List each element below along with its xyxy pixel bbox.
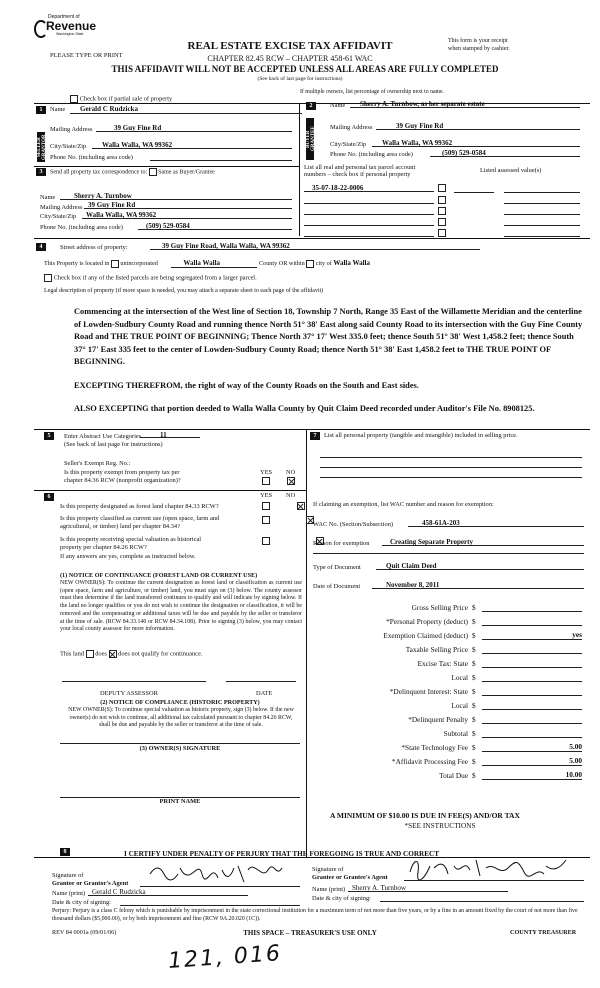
partial-sale-check[interactable] — [70, 95, 172, 103]
section-5-number: 5 — [44, 432, 54, 440]
deputy-date-label: DATE — [256, 690, 273, 697]
section-8-number: 8 — [60, 848, 70, 856]
city-field[interactable]: Walla Walla — [333, 259, 370, 267]
notice-2-body: NEW OWNER(S): To continue special valuation as historic property, sign (3) below. If the new owner(s) do not wish to continue, all additional tax calculated pursuant to chapter 84.26 RCW, shall be due and payable by the seller or transferor at the time of sale. — [68, 707, 294, 729]
grantee-name-field[interactable]: Sherry A. Turnbow — [348, 884, 508, 892]
segregated-checkbox[interactable] — [44, 274, 52, 282]
fee-currency: $ — [472, 757, 476, 766]
fee-label: *Personal Property (deduct) — [386, 617, 468, 626]
reason-line-2[interactable] — [313, 552, 584, 554]
fee-row — [310, 713, 586, 727]
legal-description-p2: EXCEPTING THEREFROM, the right of way of the County Roads on the South and East sides. — [74, 381, 419, 390]
parcel-5-personal-checkbox[interactable] — [438, 229, 446, 237]
legal-description-p3: ALSO EXCEPTING that portion deeded to Walla Walla County by Quit Claim Deed recorded under Auditor's File No. 8908125. — [74, 404, 535, 413]
fee-value[interactable]: 10.00 — [482, 770, 582, 780]
sec5-no-heading: NO — [286, 469, 296, 476]
fee-value[interactable] — [482, 714, 582, 724]
parcel-4-personal-checkbox[interactable] — [438, 218, 446, 226]
personal-property-label: List all personal property (tangible and intangible) included in selling price. — [324, 432, 518, 439]
forest-yes-checkbox[interactable] — [262, 502, 270, 510]
receipt-note-2: when stamped by cashier. — [448, 46, 510, 52]
grantee-name-label: Name (print) — [312, 886, 346, 893]
fee-row — [310, 755, 586, 769]
fee-row — [310, 727, 586, 741]
partial-sale-label: Check box if partial sale of property — [79, 95, 173, 103]
current-use-question-a: Is this property classified as current use (open space, farm and — [60, 515, 220, 522]
seller-city-field[interactable]: Walla Walla, WA 99362 — [92, 141, 292, 149]
fee-label: *Delinquent Penalty — [408, 715, 468, 724]
section-6-rule — [34, 490, 306, 491]
treasurer-use-only: THIS SPACE – TREASURER'S USE ONLY — [243, 929, 377, 937]
legal-description-label: Legal description of property (if more space is needed, you may attach a separate sheet to each page of the affidavit) — [44, 288, 324, 294]
historic-yes-checkbox[interactable] — [262, 537, 270, 545]
parcel-2-field[interactable] — [304, 197, 434, 204]
buyer-name-field[interactable]: Sherry A. Turnbow, as her separate estate — [350, 100, 580, 108]
corr-city-label: City/State/Zip — [40, 213, 77, 220]
section-6-number: 6 — [44, 493, 54, 501]
grantee-signature-scribble-icon — [404, 856, 584, 880]
fee-label: *Affidavit Processing Fee — [391, 757, 468, 766]
fee-currency: $ — [472, 631, 476, 640]
buyer-mailing-label: Mailing Address — [330, 124, 373, 131]
street-address-field[interactable]: 39 Guy Fine Road, Walla Walla, WA 99362 — [150, 242, 480, 250]
fee-currency: $ — [472, 729, 476, 738]
fee-currency: $ — [472, 603, 476, 612]
certify-statement: I CERTIFY UNDER PENALTY OF PERJURY THAT THE FOREGOING IS TRUE AND CORRECT — [124, 850, 439, 858]
exempt-reg-label: Seller's Exempt Reg. No.: — [64, 460, 131, 467]
fee-currency: $ — [472, 701, 476, 710]
fee-value[interactable] — [482, 728, 582, 738]
buyer-city-field[interactable]: Walla Walla, WA 99362 — [372, 139, 580, 147]
fee-row — [310, 629, 586, 643]
fee-label: Local — [451, 701, 468, 710]
seller-phone-field[interactable] — [150, 152, 292, 161]
fee-label: Total Due — [439, 771, 468, 780]
segregated-label: Check box if any of the listed parcels are being segregated from a larger parcel. — [53, 274, 257, 282]
fee-label: Gross Selling Price — [411, 603, 468, 612]
segregated-row — [44, 274, 257, 282]
does-checkbox[interactable] — [86, 650, 94, 658]
print-name-label: PRINT NAME — [159, 798, 201, 805]
grantor-date-label: Date & city of signing: — [52, 899, 111, 906]
corr-name-label: Name — [40, 194, 56, 201]
section-2-number: 2 — [306, 102, 316, 110]
section-7-number: 7 — [310, 432, 320, 440]
fee-value[interactable] — [482, 616, 582, 626]
parcel-3-personal-checkbox[interactable] — [438, 207, 446, 215]
fee-value[interactable] — [482, 644, 582, 654]
parcel-2-personal-checkbox[interactable] — [438, 196, 446, 204]
minimum-fee-note: A MINIMUM OF $10.00 IS DUE IN FEE(S) AND/OR TAX — [330, 811, 520, 820]
buyer-grantee-tab: BUYER GRANTEE — [306, 118, 314, 160]
fee-currency: $ — [472, 687, 476, 696]
forest-question: Is this property designated as forest land chapter 84.33 RCW? — [60, 503, 219, 510]
parcel-1-extra[interactable] — [454, 186, 494, 193]
corr-phone-field[interactable]: (509) 529-0584 — [138, 222, 292, 230]
seller-city-label: City/State/Zip — [50, 143, 87, 150]
this-land-label: This land — [60, 650, 84, 658]
seller-mailing-label: Mailing Address — [50, 126, 93, 133]
grantee-sig-label-2: Grantee or Grantee's Agent — [312, 874, 388, 881]
section-5-rule — [34, 429, 590, 430]
legal-description-p1: Commencing at the intersection of the West line of Section 18, Township 7 North, Range 35 East of the Willamette Meridian and the centerline of Lowden-Sudbury County Road and running thence North 51° 38' East along said County Road to its intersection with the Guy Fine County Road and THE TRUE POINT OF BEGINNING; Thence North 37° 17' West 335.0 feet; thence South 51° 38' West 1,458.2 feet; thence South 37° 17' East 335 feet to the center of Lowden-Sudbury County Road; thence North 51° 38' East 1,458.2 feet to THE TRUE POINT OF BEGINNING. — [74, 307, 583, 367]
parcel-1-field[interactable]: 35-07-18-22-0006 — [304, 184, 434, 192]
reason-label: Reason for exemption — [313, 540, 370, 547]
exempt-q2: chapter 84.36 RCW (nonprofit organization)? — [64, 477, 181, 484]
deputy-date-line[interactable] — [226, 680, 296, 682]
deputy-assessor-signature[interactable] — [62, 680, 206, 682]
form-subtitle: CHAPTER 82.45 RCW – CHAPTER 458-61 WAC — [207, 54, 373, 63]
street-address-label: Street address of property: — [60, 244, 128, 251]
buyer-phone-field[interactable]: (509) 529-0584 — [430, 149, 580, 157]
unincorporated-label: unincorporated — [120, 260, 158, 267]
section-4-rule — [34, 238, 590, 239]
exempt-no-checkbox[interactable] — [287, 477, 295, 485]
abstract-value[interactable]: 11 — [140, 431, 200, 438]
fee-value[interactable] — [482, 686, 582, 696]
notice-2-title: (2) NOTICE OF COMPLIANCE (HISTORIC PROPERTY) — [100, 699, 260, 706]
logo-line2: Washington State — [56, 32, 84, 36]
wac-label: WAC No. (Section/Subsection) — [313, 521, 394, 528]
buyer-city-label: City/State/Zip — [330, 141, 367, 148]
doc-type-field[interactable]: Quit Claim Deed — [376, 562, 584, 570]
fee-currency: $ — [472, 771, 476, 780]
grantee-signature-field[interactable] — [404, 868, 584, 881]
form-title: REAL ESTATE EXCISE TAX AFFIDAVIT — [187, 40, 393, 52]
grantor-date-field[interactable] — [120, 904, 300, 906]
parcel-2-value[interactable] — [504, 197, 580, 204]
doc-date-field[interactable]: November 8, 2011 — [372, 581, 584, 589]
perjury-notice: Perjury: Perjury is a class C felony which is punishable by imprisonment in the state correctional institution for a maximum term of not more than five years, or by a fine in an amount fixed by the court of not more than five thousand dollars ($5,000.00), or by both imprisonment and fine (RCW 9A.20.020 (1C)). — [52, 908, 578, 922]
county-treasurer-label: COUNTY TREASURER — [510, 929, 577, 936]
city-of-label: city of — [315, 260, 332, 267]
fee-row — [310, 769, 586, 783]
partial-sale-checkbox[interactable] — [70, 95, 78, 103]
doc-date-label: Date of Document — [313, 583, 361, 590]
correspondence-heading — [50, 168, 215, 176]
parcel-3-value[interactable] — [504, 208, 580, 215]
fee-row — [310, 685, 586, 699]
does-not-label: does not qualify for continuance. — [118, 650, 203, 658]
reason-field[interactable]: Creating Separate Property — [382, 538, 584, 546]
grantee-sig-label-1: Signature of — [312, 866, 344, 873]
buyer-mailing-field[interactable]: 39 Guy Fine Rd — [376, 122, 580, 130]
grantor-name-label: Name (print) — [52, 890, 86, 897]
see-instructions-note: *SEE INSTRUCTIONS — [404, 821, 476, 830]
warning-banner: THIS AFFIDAVIT WILL NOT BE ACCEPTED UNLESS ALL AREAS ARE FULLY COMPLETED — [111, 64, 499, 74]
grantor-name-field[interactable]: Gerald C Rudzicka — [88, 888, 248, 896]
fee-currency: $ — [472, 617, 476, 626]
notice-1-title: (1) NOTICE OF CONTINUANCE (FOREST LAND OR CURRENT USE) — [60, 572, 258, 579]
current-use-yes-checkbox[interactable] — [262, 516, 270, 524]
fee-value[interactable] — [482, 602, 582, 612]
county-or-within-label: County OR within — [258, 260, 305, 267]
parcels-heading-1: List all real and personal tax parcel account — [304, 164, 416, 171]
section-3-number: 3 — [36, 168, 46, 176]
seller-grantor-tab: SELLER GRANTOR — [37, 132, 45, 162]
form-number: REV 84 0001a (09/01/06) — [52, 929, 117, 936]
sec5-yes-heading: YES — [260, 469, 273, 476]
center-divider-top — [299, 103, 300, 236]
fee-currency: $ — [472, 673, 476, 682]
fee-currency: $ — [472, 743, 476, 752]
located-in-row — [44, 259, 370, 268]
does-not-checkbox[interactable] — [109, 650, 117, 658]
fee-currency: $ — [472, 715, 476, 724]
handwritten-number: 121, 016 — [167, 941, 283, 974]
corr-phone-label: Phone No. (including area code) — [40, 224, 123, 231]
unincorporated-checkbox[interactable] — [111, 260, 119, 268]
fee-value[interactable] — [482, 700, 582, 710]
logo-line1: Department of — [48, 14, 80, 20]
notice-1-body: NEW OWNER(S): To continue the current designation as forest land or classification as current use (open space, farm and agriculture, or timber) land, you must sign on (3) below. The county assessor must then determine if the land transferred continues to qualify and will indicate by signing below. If the land no longer qualifies or you do not wish to continue the designation or classification, it will be removed and the compensating or additional taxes will be due and payable by the seller or transferor at the time of sale. (RCW 84.33.140 or RCW 84.34.108). Prior to signing (3) below, you may contact your local county assessor for more information. — [60, 580, 302, 633]
buyer-name-label: Name — [330, 102, 346, 109]
grantee-date-label: Date & city of signing: — [312, 895, 371, 902]
corr-mailing-label: Mailing Address — [40, 204, 83, 211]
grantor-signature-scribble-icon — [140, 860, 300, 884]
fee-row — [310, 741, 586, 755]
deputy-assessor-label: DEPUTY ASSESSOR — [100, 690, 158, 697]
corr-mailing-field[interactable]: 39 Guy Fine Rd — [84, 201, 292, 209]
fee-value[interactable]: 5.00 — [482, 742, 582, 752]
fee-value[interactable] — [482, 658, 582, 668]
fee-label: *Delinquent Interest: State — [389, 687, 468, 696]
grantor-signature-field[interactable] — [140, 874, 300, 887]
parcel-4-field[interactable] — [304, 219, 434, 226]
fee-label: Local — [451, 673, 468, 682]
fee-label: Exemption Claimed (deduct) — [383, 631, 468, 640]
please-type: PLEASE TYPE OR PRINT — [50, 52, 123, 59]
grantor-sig-label-1: Signature of — [52, 872, 84, 879]
exempt-q1: Is this property exempt from property tax per — [64, 469, 180, 476]
personal-property-line-2[interactable] — [320, 466, 582, 468]
parcel-1-value[interactable] — [504, 186, 580, 193]
grantor-sig-label-2: Grantor or Grantor's Agent — [52, 880, 129, 887]
corr-city-field[interactable]: Walla Walla, WA 99362 — [82, 211, 292, 219]
exempt-yes-checkbox[interactable] — [262, 477, 270, 485]
fee-row — [310, 643, 586, 657]
fee-currency: $ — [472, 645, 476, 654]
abstract-label: Enter Abstract Use Categories — [64, 433, 142, 440]
forest-no-checkbox[interactable] — [297, 502, 305, 510]
fee-table — [310, 601, 586, 783]
seller-phone-label: Phone No. (including area code) — [50, 154, 133, 161]
corr-name-field[interactable]: Sherry A. Turnbow — [60, 192, 292, 200]
correspondence-heading-text: Send all property tax correspondence to: — [50, 169, 148, 176]
seller-mailing-field[interactable]: 39 Guy Fine Rd — [96, 124, 292, 132]
fee-currency: $ — [472, 659, 476, 668]
fee-value[interactable] — [482, 672, 582, 682]
center-divider-bottom — [306, 429, 307, 857]
section-1-number: 1 — [36, 106, 46, 114]
parcel-1-personal-checkbox[interactable] — [438, 184, 446, 192]
fee-label: Taxable Selling Price — [405, 645, 468, 654]
seller-name-field[interactable]: Gerald C Rudzicka — [70, 105, 302, 114]
multiple-owners-note: If multiple owners, list percentage of ownership next to name. — [300, 89, 445, 95]
historic-question-a: Is this property receiving special valuation as historical — [60, 536, 202, 543]
parcel-3-field[interactable] — [304, 208, 434, 215]
located-in-label: This Property is located in — [44, 260, 110, 267]
fee-label: Excise Tax: State — [417, 659, 468, 668]
same-as-buyer-checkbox[interactable] — [149, 168, 157, 176]
buyer-phone-label: Phone No. (including area code) — [330, 151, 413, 158]
same-as-buyer-label: Same as Buyer/Grantee — [158, 169, 215, 176]
qualify-row — [60, 650, 202, 658]
personal-property-line-3[interactable] — [320, 476, 582, 478]
sec6-no-heading: NO — [286, 492, 296, 499]
does-label: does — [95, 650, 107, 658]
receipt-note-1: This form is your receipt — [448, 38, 508, 44]
fee-row — [310, 671, 586, 685]
current-use-question-b: agricultural, or timber) land per chapter 84.34? — [60, 523, 180, 530]
if-yes-note: If any answers are yes, complete as instructed below. — [60, 553, 196, 560]
fee-row — [310, 601, 586, 615]
dor-logo — [34, 14, 104, 44]
seller-name-label: Name — [50, 106, 66, 113]
grantee-date-field[interactable] — [380, 900, 584, 902]
section-3-rule — [34, 166, 300, 167]
personal-property-line-1[interactable] — [320, 456, 582, 458]
claim-exempt-label: If claiming an exemption, list WAC number and reason for exemption: — [313, 501, 494, 508]
fee-row — [310, 615, 586, 629]
wac-field[interactable]: 458-61A-203 — [408, 519, 584, 527]
doc-type-label: Type of Document — [313, 564, 361, 571]
parcel-5-value[interactable] — [504, 230, 580, 237]
fee-value[interactable]: yes — [482, 630, 582, 640]
assessed-value-heading: Listed assessed value(s) — [480, 167, 542, 174]
see-back-note: (See back of last page for instructions) — [257, 76, 343, 82]
sec6-yes-heading: YES — [260, 492, 273, 499]
fee-row — [310, 699, 586, 713]
section-4-number: 4 — [36, 243, 46, 251]
county-field[interactable]: Walla Walla — [171, 259, 257, 268]
fee-label: Subtotal — [443, 729, 468, 738]
parcel-4-value[interactable] — [504, 219, 580, 226]
historic-question-b: property per chapter 84.26 RCW? — [60, 544, 147, 551]
fee-row — [310, 657, 586, 671]
abstract-see-back: (See back of last page for instructions) — [64, 441, 163, 448]
fee-label: *State Technology Fee — [401, 743, 468, 752]
logo-word: Revenue — [46, 19, 97, 33]
owner-signature-line[interactable] — [60, 742, 300, 744]
fee-value[interactable]: 5.00 — [482, 756, 582, 766]
parcel-5-field[interactable] — [304, 230, 434, 237]
owner-signature-label: (3) OWNER(S) SIGNATURE — [139, 745, 221, 752]
city-of-checkbox[interactable] — [306, 260, 314, 268]
parcels-heading-2: numbers – check box if personal property — [304, 171, 411, 178]
